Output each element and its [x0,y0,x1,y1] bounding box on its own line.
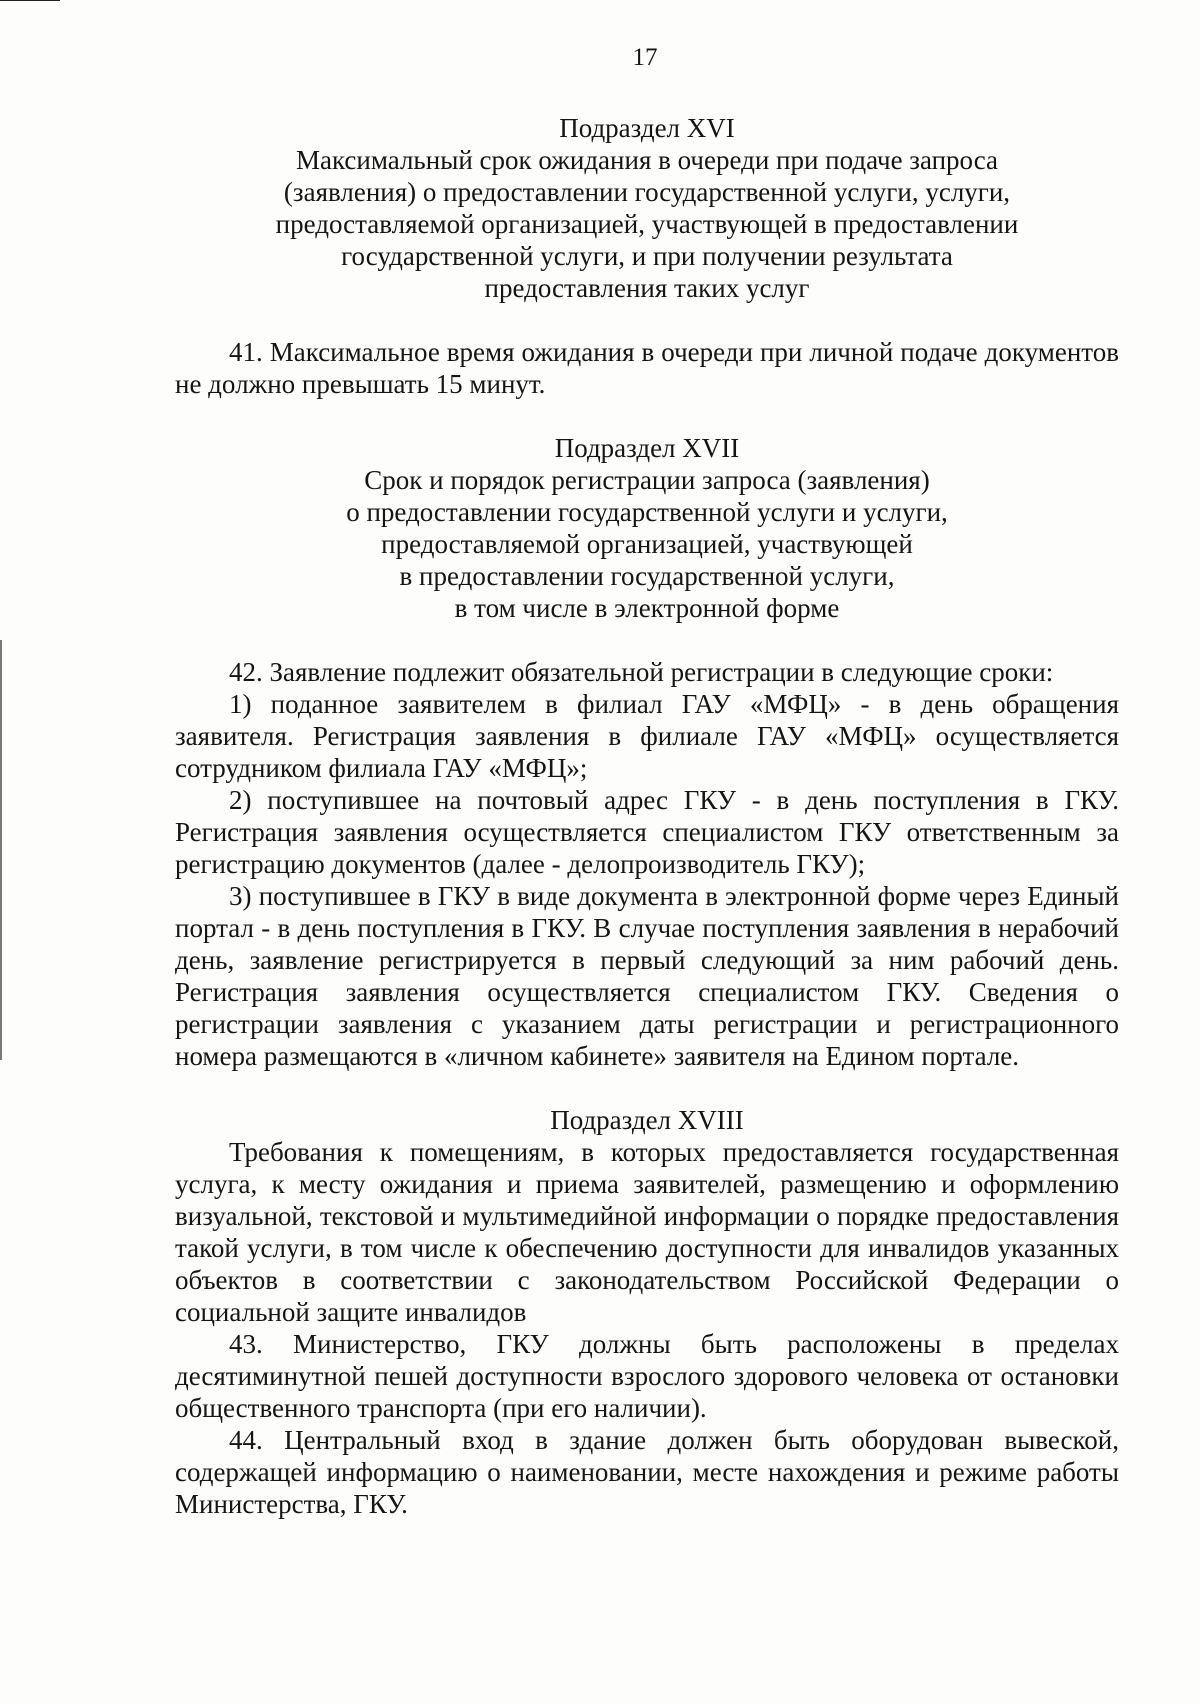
scan-edge-mark [0,640,2,1060]
heading-line: (заявления) о предоставлении государственной услуги, услуги, [283,177,1011,207]
section-xviii-title-paragraph: Требования к помещениям, в которых предоставляется государственная услуга, к месту ожидания и приема заявителей, размещению и оформлению визуальной, текстовой и мультимедийной информации о порядке предоставления такой услуги, в том числе к обеспечению доступности для инвалидов указанных объектов в соответствии с законодательством Российской Федерации о социальной защите инвалидов [175,1137,1119,1327]
heading-line: предоставляемой организацией, участвующей [381,529,913,559]
scan-edge-mark [0,0,60,1]
paragraph-41: 41. Максимальное время ожидания в очереди при личной подаче документов не должно превышать 15 минут. [175,337,1119,399]
document-body [175,112,1119,1520]
paragraph-42-item-3: 3) поступившее в ГКУ в виде документа в электронной форме через Единый портал - в день поступления в ГКУ. В случае поступления заявления в нерабочий день, заявление регистрируется в первый следующий за ним рабочий день. Регистрация заявления осуществляется специалистом ГКУ. Сведения о регистрации заявления с указанием даты регистрации и регистрационного номера размещаются в «личном кабинете» заявителя на Едином портале. [175,881,1119,1071]
page-number: 17 [632,44,658,71]
heading-line: предоставляемой организацией, участвующей в предоставлении [275,209,1019,239]
heading-line: Подраздел XVI [559,113,735,143]
paragraph-42: 42. Заявление подлежит обязательной регистрации в следующие сроки: [229,657,1054,687]
heading-line: Подраздел XVII [554,433,740,463]
paragraph-42-item-1: 1) поданное заявителем в филиал ГАУ «МФЦ» - в день обращения заявителя. Регистрация заявления в филиале ГАУ «МФЦ» осуществляется сотрудником филиала ГАУ «МФЦ»; [175,689,1119,783]
heading-line: государственной услуги, и при получении результата [341,241,953,271]
section-heading-xvii [175,432,1119,624]
heading-line: предоставления таких услуг [484,273,810,303]
paragraph-43: 43. Министерство, ГКУ должны быть расположены в пределах десятиминутной пешей доступности взрослого здорового человека от остановки общественного транспорта (при его наличии). [175,1329,1119,1423]
paragraph-44: 44. Центральный вход в здание должен быть оборудован вывеской, содержащей информацию о наименовании, месте нахождения и режиме работы Министерства, ГКУ. [175,1425,1119,1519]
paragraph-42-item-2: 2) поступившее на почтовый адрес ГКУ - в день поступления в ГКУ. Регистрация заявления осуществляется специалистом ГКУ ответственным за регистрацию документов (далее - делопроизводитель ГКУ); [175,785,1119,879]
heading-line: Срок и порядок регистрации запроса (заявления) [364,465,930,495]
heading-line: Подраздел XVIII [550,1105,744,1135]
heading-line: в том числе в электронной форме [454,593,840,623]
section-heading-xviii [175,1104,1119,1136]
section-heading-xvi [175,112,1119,304]
heading-line: о предоставлении государственной услуги и услуги, [346,497,948,527]
heading-line: Максимальный срок ожидания в очереди при подаче запроса [295,145,999,175]
heading-line: в предоставлении государственной услуги, [399,561,895,591]
